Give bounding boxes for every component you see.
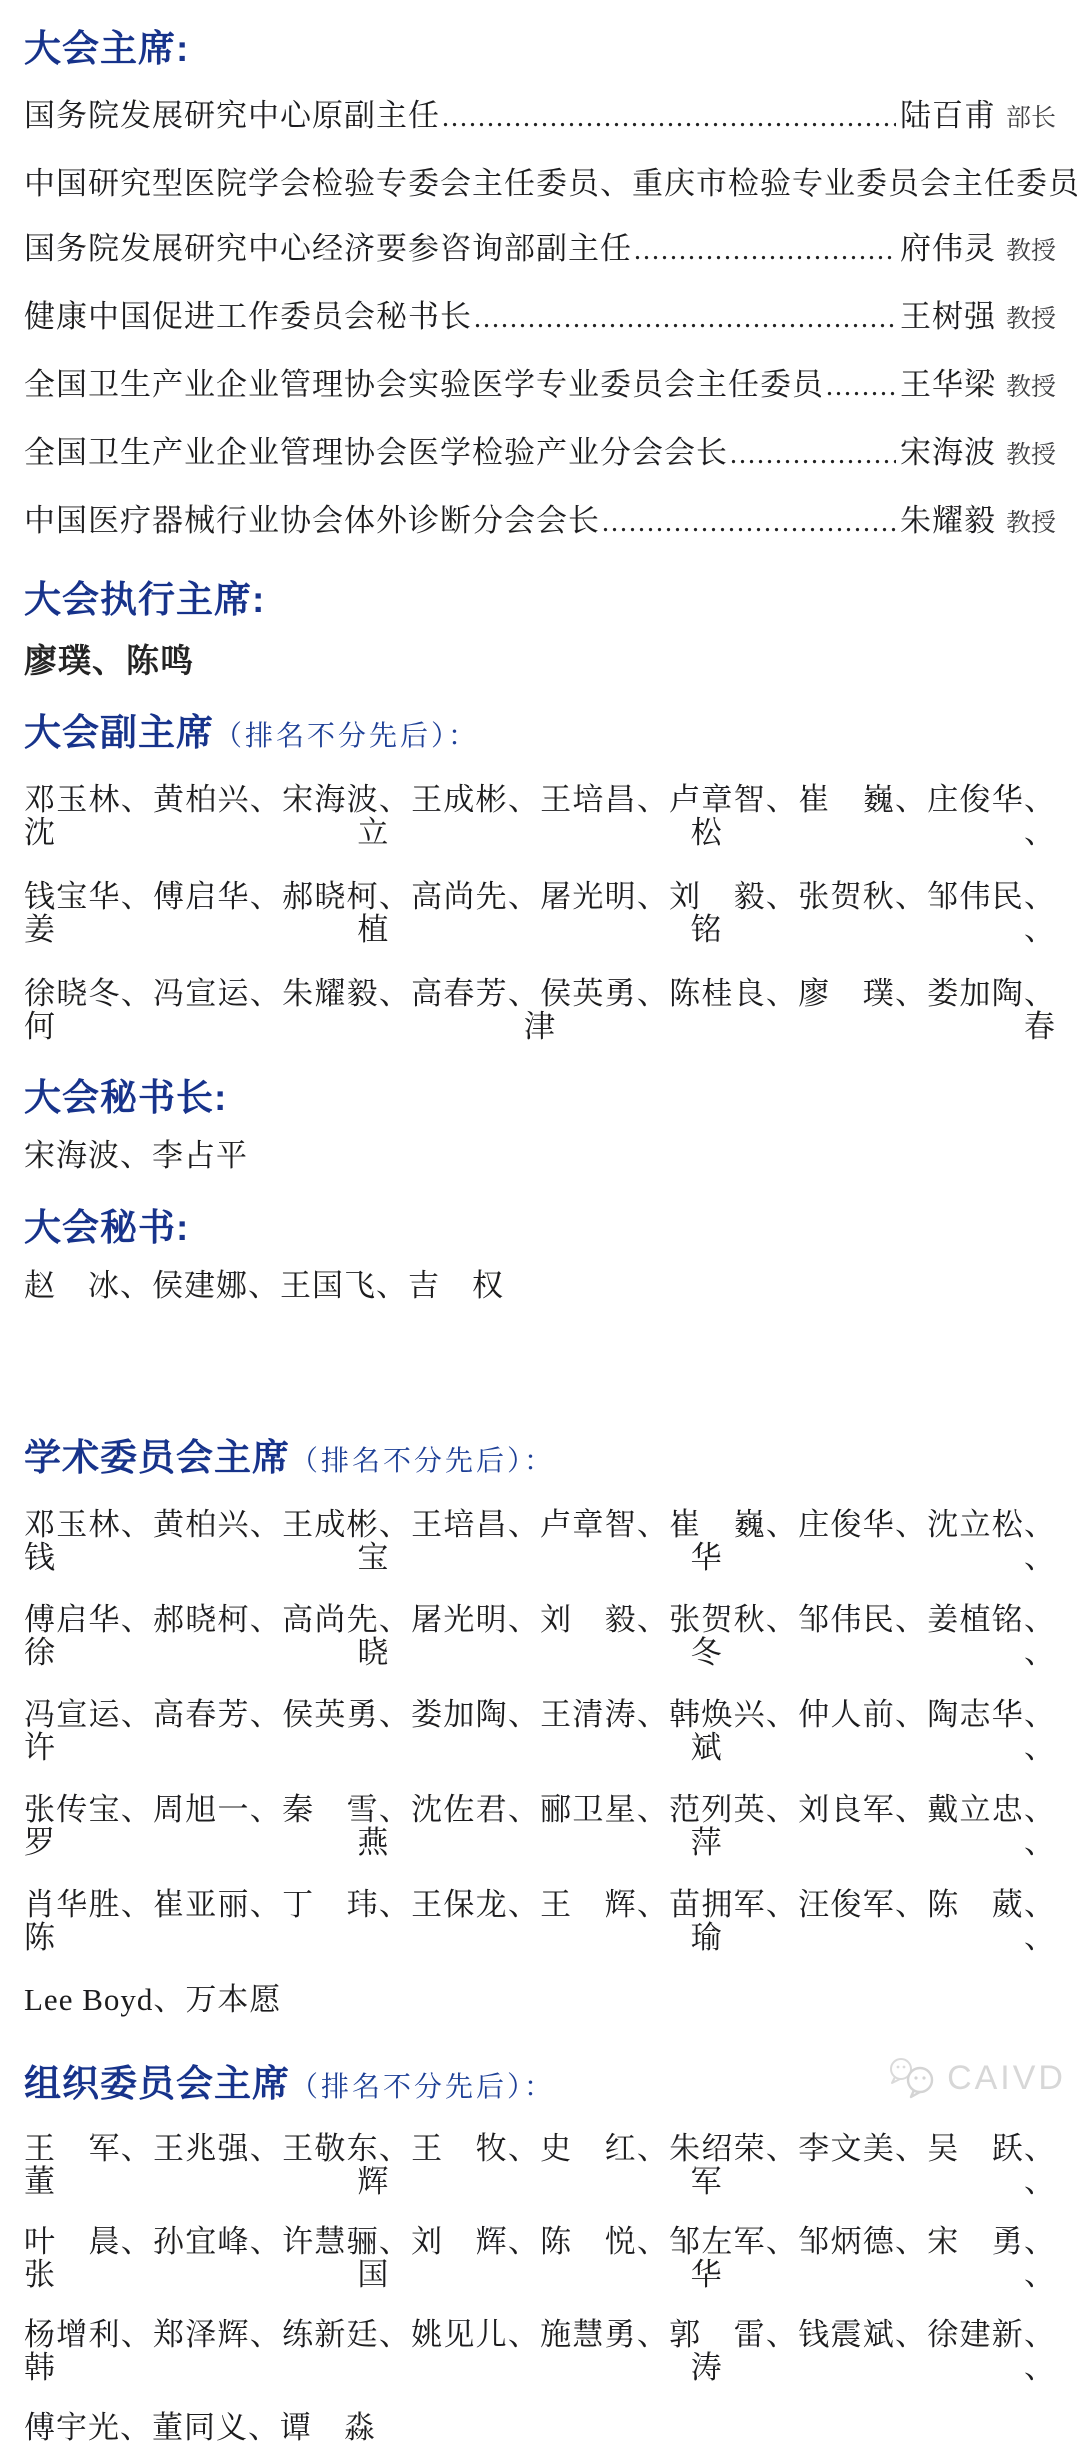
watermark-label: CAIVD — [947, 2058, 1066, 2097]
names-row: 徐晓冬、冯宣运、朱耀毅、高春芳、侯英勇、陈桂良、廖 璞、娄加陶、何津春 — [24, 976, 1056, 1044]
names-row: 张传宝、周旭一、秦 雪、沈佐君、郦卫星、范列英、刘良军、戴立忠、罗燕萍、 — [24, 1792, 1056, 1860]
names-row: Lee Boyd、万本愿 — [24, 1982, 282, 2017]
section-secretaries — [24, 1204, 1056, 1302]
person-rank: 教授 — [1005, 373, 1056, 401]
names-row: 邓玉林、黄柏兴、王成彬、王培昌、卢章智、崔 巍、庄俊华、沈立松、钱宝华、 — [24, 1507, 1056, 1575]
position-title: 中国医疗器械行业协会体外诊断分会会长 — [24, 503, 600, 538]
section-heading-secretaries: 大会秘书: — [24, 1207, 190, 1248]
position-title: 国务院发展研究中心原副主任 — [24, 98, 440, 133]
names-row: 肖华胜、崔亚丽、丁 玮、王保龙、王 辉、苗拥军、汪俊军、陈 葳、陈 瑜、 — [24, 1887, 1056, 1955]
person-rank: 教授 — [1005, 509, 1056, 537]
chairman-entry — [24, 166, 1080, 201]
dot-leader — [826, 368, 896, 403]
section-vice-chairmen — [24, 709, 1056, 1043]
dot-leader — [634, 232, 896, 267]
names-row: 傅宇光、董同义、谭 淼 — [24, 2410, 376, 2445]
section-heading-chairman: 大会主席: — [24, 28, 190, 69]
section-heading-secretary-general: 大会秘书长: — [24, 1077, 228, 1118]
executive-chairman-names: 廖璞、陈鸣 — [24, 642, 194, 679]
person-name: 王树强 — [899, 299, 996, 334]
names-row: 王 军、王兆强、王敬东、王 牧、史 红、朱绍荣、李文美、吴 跃、董辉军、 — [24, 2131, 1056, 2199]
section-conference-chairmen — [24, 25, 1080, 540]
person-name: 宋海波 — [899, 435, 996, 470]
names-row: 杨增利、郑泽辉、练新廷、姚见儿、施慧勇、郭 雷、钱震斌、徐建新、韩 涛、 — [24, 2317, 1056, 2385]
heading-suffix: （排名不分先后）： — [290, 1446, 556, 1477]
person-rank: 教授 — [1005, 305, 1056, 333]
names-row: 叶 晨、孙宜峰、许慧骊、刘 辉、陈 悦、邹左军、邹炳德、宋 勇、张国华、 — [24, 2224, 1056, 2292]
position-title: 中国研究型医院学会检验专委会主任委员、重庆市检验专业委员会主任委员 — [24, 166, 1080, 201]
heading-label: 组织委员会主席 — [24, 2063, 290, 2104]
position-title: 全国卫生产业企业管理协会医学检验产业分会会长 — [24, 435, 728, 470]
secretaries-names: 赵 冰、侯建娜、王国飞、吉 权 — [24, 1268, 504, 1303]
person-rank: 部长 — [1005, 104, 1056, 132]
position-title: 国务院发展研究中心经济要参咨询部副主任 — [24, 231, 632, 266]
section-organizing-committee — [24, 2060, 1056, 2444]
position-title: 健康中国促进工作委员会秘书长 — [24, 299, 472, 334]
chairman-entry — [24, 504, 1056, 540]
chairman-entry — [24, 232, 1056, 268]
chairman-entry — [24, 436, 1056, 472]
dot-leader — [474, 300, 896, 335]
names-row: 傅启华、郝晓柯、高尚先、屠光明、刘 毅、张贺秋、邹伟民、姜植铭、徐晓冬、 — [24, 1602, 1056, 1670]
section-executive-chairmen — [24, 576, 1056, 678]
section-heading-vice-chairman — [24, 709, 1056, 761]
chairman-entry — [24, 300, 1056, 336]
names-row: 冯宣运、高春芳、侯英勇、娄加陶、王清涛、韩焕兴、仲人前、陶志华、许 斌、 — [24, 1697, 1056, 1765]
names-row: 邓玉林、黄柏兴、宋海波、王成彬、王培昌、卢章智、崔 巍、庄俊华、沈立松、 — [24, 782, 1056, 850]
chairman-entry — [24, 99, 1056, 135]
heading-suffix: （排名不分先后）： — [290, 2072, 556, 2103]
person-rank: 教授 — [1005, 441, 1056, 469]
heading-label: 学术委员会主席 — [24, 1437, 290, 1478]
person-name: 陆百甫 — [899, 98, 996, 133]
person-rank: 教授 — [1005, 237, 1056, 265]
dot-leader — [730, 436, 896, 471]
section-academic-committee — [24, 1434, 1056, 2016]
heading-label: 大会副主席 — [24, 712, 214, 753]
person-name: 王华梁 — [899, 367, 996, 402]
position-title: 全国卫生产业企业管理协会实验医学专业委员会主任委员 — [24, 367, 824, 402]
person-name: 府伟灵 — [899, 231, 996, 266]
section-secretary-general — [24, 1074, 1056, 1172]
secretary-general-names: 宋海波、李占平 — [24, 1138, 248, 1173]
dot-leader — [602, 504, 896, 539]
heading-suffix: （排名不分先后）： — [214, 721, 480, 752]
section-heading-executive-chairman: 大会执行主席: — [24, 579, 266, 620]
caivd-watermark — [887, 2056, 1066, 2100]
names-row: 钱宝华、傅启华、郝晓柯、高尚先、屠光明、刘 毅、张贺秋、邹伟民、姜植铭、 — [24, 879, 1056, 947]
caivd-chat-bubbles-icon — [887, 2056, 939, 2100]
chairman-entry — [24, 368, 1056, 404]
section-heading-academic-committee — [24, 1434, 1056, 1486]
dot-leader — [442, 99, 896, 134]
person-name: 朱耀毅 — [899, 503, 996, 538]
